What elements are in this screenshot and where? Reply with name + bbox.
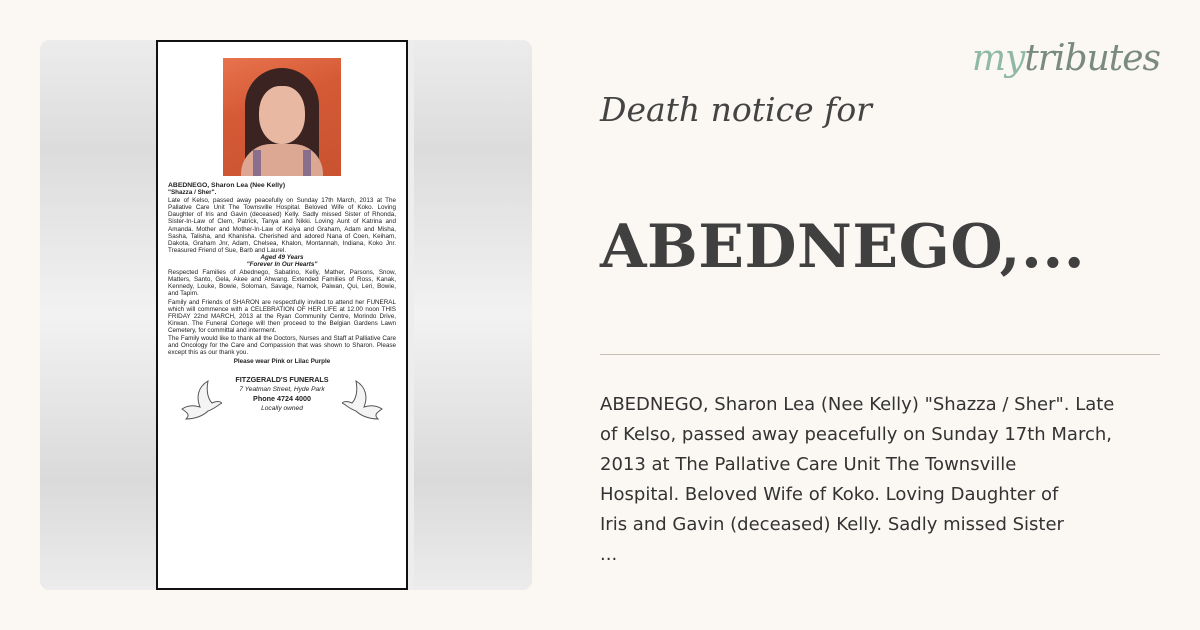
funeral-director-block xyxy=(168,375,396,439)
divider xyxy=(600,354,1160,355)
notice-body-1: Late of Kelso, passed away peacefully on Sunday 17th March, 2013 at The Pallative Care Unit The Townsville Hospital. Beloved Wife of Koko. Loving Daughter of Iris and Gavin (deceased) Kelly. Sadly missed Sister of Rhonda, Sister-In-Law of Clem, Patrick, Tanya and Nikki. Loving Aunt of Katrina and Amanda. Mother and Mother-In-Law of Keiya and Graham, Adam and Misha, Sasha, Talisha, and Khanisha. Cherished and adored Nana of Coen, Keiham, Dakota, Graham Jnr, Adam, Chelsea, Khalon, Montannah, Indiana, Koko Jnr. Treasured Friend of Sue, Barb and Laurel. xyxy=(168,197,396,254)
funeral-director-name: FITZGERALD'S FUNERALS xyxy=(235,375,329,385)
excerpt-line: 2013 at The Pallative Care Unit The Townsville xyxy=(600,454,1017,475)
excerpt-line: Hospital. Beloved Wife of Koko. Loving Daughter of xyxy=(600,484,1059,505)
notice-image-panel xyxy=(40,40,532,590)
funeral-director-address: 7 Yeatman Street, Hyde Park xyxy=(239,386,325,394)
excerpt-line: ABEDNEGO, Sharon Lea (Nee Kelly) "Shazza / Sher". Late xyxy=(600,394,1115,415)
funeral-director-tagline: Locally owned xyxy=(261,405,303,413)
dove-icon xyxy=(342,379,386,423)
deceased-name: ABEDNEGO,... xyxy=(600,212,1086,282)
notice-body-3: Family and Friends of SHARON are respectfully invited to attend her FUNERAL which will commence with a CELEBRATION OF HER LIFE at 12.00 noon THIS FRIDAY 22nd MARCH, 2013 at the Ryan Community Centre, Morindo Drive, Kirwan. The Funeral Cortege will then proceed to the Belgian Gardens Lawn Cemetery, for committal and interment. xyxy=(168,298,396,334)
excerpt-ellipsis: ... xyxy=(600,544,618,565)
notice-body-4: The Family would like to thank all the Doctors, Nurses and Staff at Palliative Care and Oncology for the Care and Compassion that was shown to Sharon. Please except this as our thank you. xyxy=(168,334,396,357)
excerpt-line: of Kelso, passed away peacefully on Sunday 17th March, xyxy=(600,424,1112,445)
notice-body-2: Respected Families of Abednego, Sabatino, Kelly, Mather, Parsons, Snow, Matters, Santo, Gela, Akee and Ahwang. Extended Families of Ross, Kanak, Kennedy, Louke, Bowie, Soloman, Savage, Namok, Paiwan, Qui, Leri, Bowie, and Tapim. xyxy=(168,269,396,298)
notice-nickname: "Shazza / Sher". xyxy=(168,189,217,197)
notice-name: ABEDNEGO, Sharon Lea (Nee Kelly) xyxy=(168,182,286,189)
portrait-photo xyxy=(223,58,341,176)
notice-forever: "Forever In Our Hearts" xyxy=(246,261,318,269)
funeral-director-phone: Phone 4724 4000 xyxy=(253,394,311,404)
notice-excerpt xyxy=(600,390,1160,570)
notice-aged: Aged 49 Years xyxy=(260,253,304,261)
dove-icon xyxy=(178,379,222,423)
newspaper-death-notice xyxy=(156,40,408,590)
notice-wear: Please wear Pink or Lilac Purple xyxy=(233,358,331,366)
excerpt-line: Iris and Gavin (deceased) Kelly. Sadly missed Sister xyxy=(600,514,1064,535)
page-heading: Death notice for xyxy=(600,90,872,129)
mytributes-logo[interactable]: mytributes xyxy=(971,38,1160,79)
